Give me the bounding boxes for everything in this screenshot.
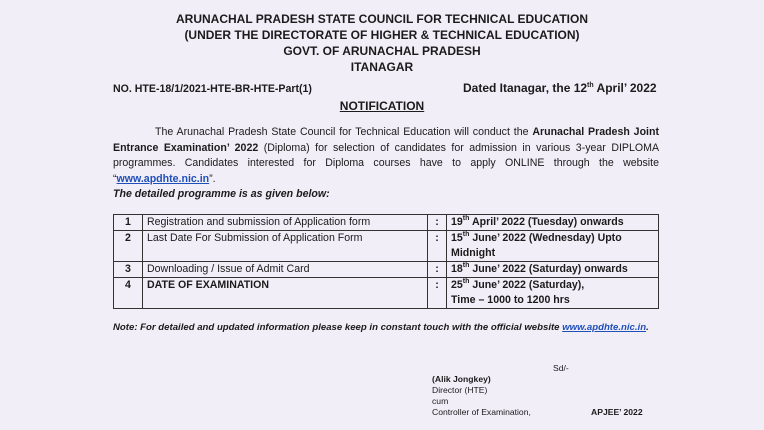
programme-event: Registration and submission of Application form — [143, 215, 428, 231]
programme-table — [113, 214, 659, 309]
programme-colon: : — [428, 231, 447, 262]
programme-date: 25th June’ 2022 (Saturday), Time – 1000 to 1200 hrs — [447, 278, 659, 309]
programme-event: Last Date For Submission of Application Form — [143, 231, 428, 262]
programme-date: 15th June’ 2022 (Wednesday) Upto Midnight — [447, 231, 659, 262]
notification-paragraph: The Arunachal Pradesh State Council for Technical Education will conduct the Arunachal Pradesh Joint Entrance Examination’ 2022 (Diploma) for selection of candidates for admission in various 3-year DIPLOMA programmes. Candidates interested for Diploma courses have to apply ONLINE through the website “www.apdhte.nic.in”. — [113, 126, 660, 185]
signatory-cum: cum — [432, 396, 449, 406]
programme-colon: : — [428, 262, 447, 278]
programme-row — [114, 262, 659, 278]
signatory-name: (Alik Jongkey) — [432, 374, 491, 384]
programme-event: DATE OF EXAMINATION — [143, 278, 428, 309]
programme-serial: 1 — [114, 215, 143, 231]
note-line: Note: For detailed and updated information please keep in constant touch with the official website www.apdhte.nic.in. — [113, 322, 649, 333]
programme-row — [114, 231, 659, 262]
notification-title: NOTIFICATION — [339, 99, 425, 113]
reference-number: NO. HTE-18/1/2021-HTE-BR-HTE-Part(1) — [113, 83, 312, 95]
header-govt: GOVT. OF ARUNACHAL PRADESH — [283, 44, 481, 58]
note-website-link[interactable]: www.apdhte.nic.in — [562, 322, 647, 333]
signature-sd: Sd/- — [553, 363, 569, 373]
programme-serial: 2 — [114, 231, 143, 262]
date-line: Dated Itanagar, the 12th April’ 2022 — [463, 81, 657, 95]
header-council: ARUNACHAL PRADESH STATE COUNCIL FOR TECHNICAL EDUCATION — [175, 12, 588, 26]
programme-date: 19th April’ 2022 (Tuesday) onwards — [447, 215, 659, 231]
programme-colon: : — [428, 278, 447, 309]
signatory-designation: Director (HTE) — [432, 385, 488, 395]
programme-heading: The detailed programme is as given below: — [113, 188, 330, 200]
exam-name: APJEE’ 2022 — [591, 407, 643, 417]
signatory-role: Controller of Examination, — [432, 407, 531, 417]
programme-row — [114, 278, 659, 309]
programme-date: 18th June’ 2022 (Saturday) onwards — [447, 262, 659, 278]
programme-row — [114, 215, 659, 231]
header-directorate: (UNDER THE DIRECTORATE OF HIGHER & TECHNICAL EDUCATION) — [184, 28, 580, 42]
programme-serial: 3 — [114, 262, 143, 278]
header-city: ITANAGAR — [350, 60, 414, 74]
programme-colon: : — [428, 215, 447, 231]
website-link[interactable]: www.apdhte.nic.in — [116, 172, 210, 185]
programme-serial: 4 — [114, 278, 143, 309]
programme-event: Downloading / Issue of Admit Card — [143, 262, 428, 278]
